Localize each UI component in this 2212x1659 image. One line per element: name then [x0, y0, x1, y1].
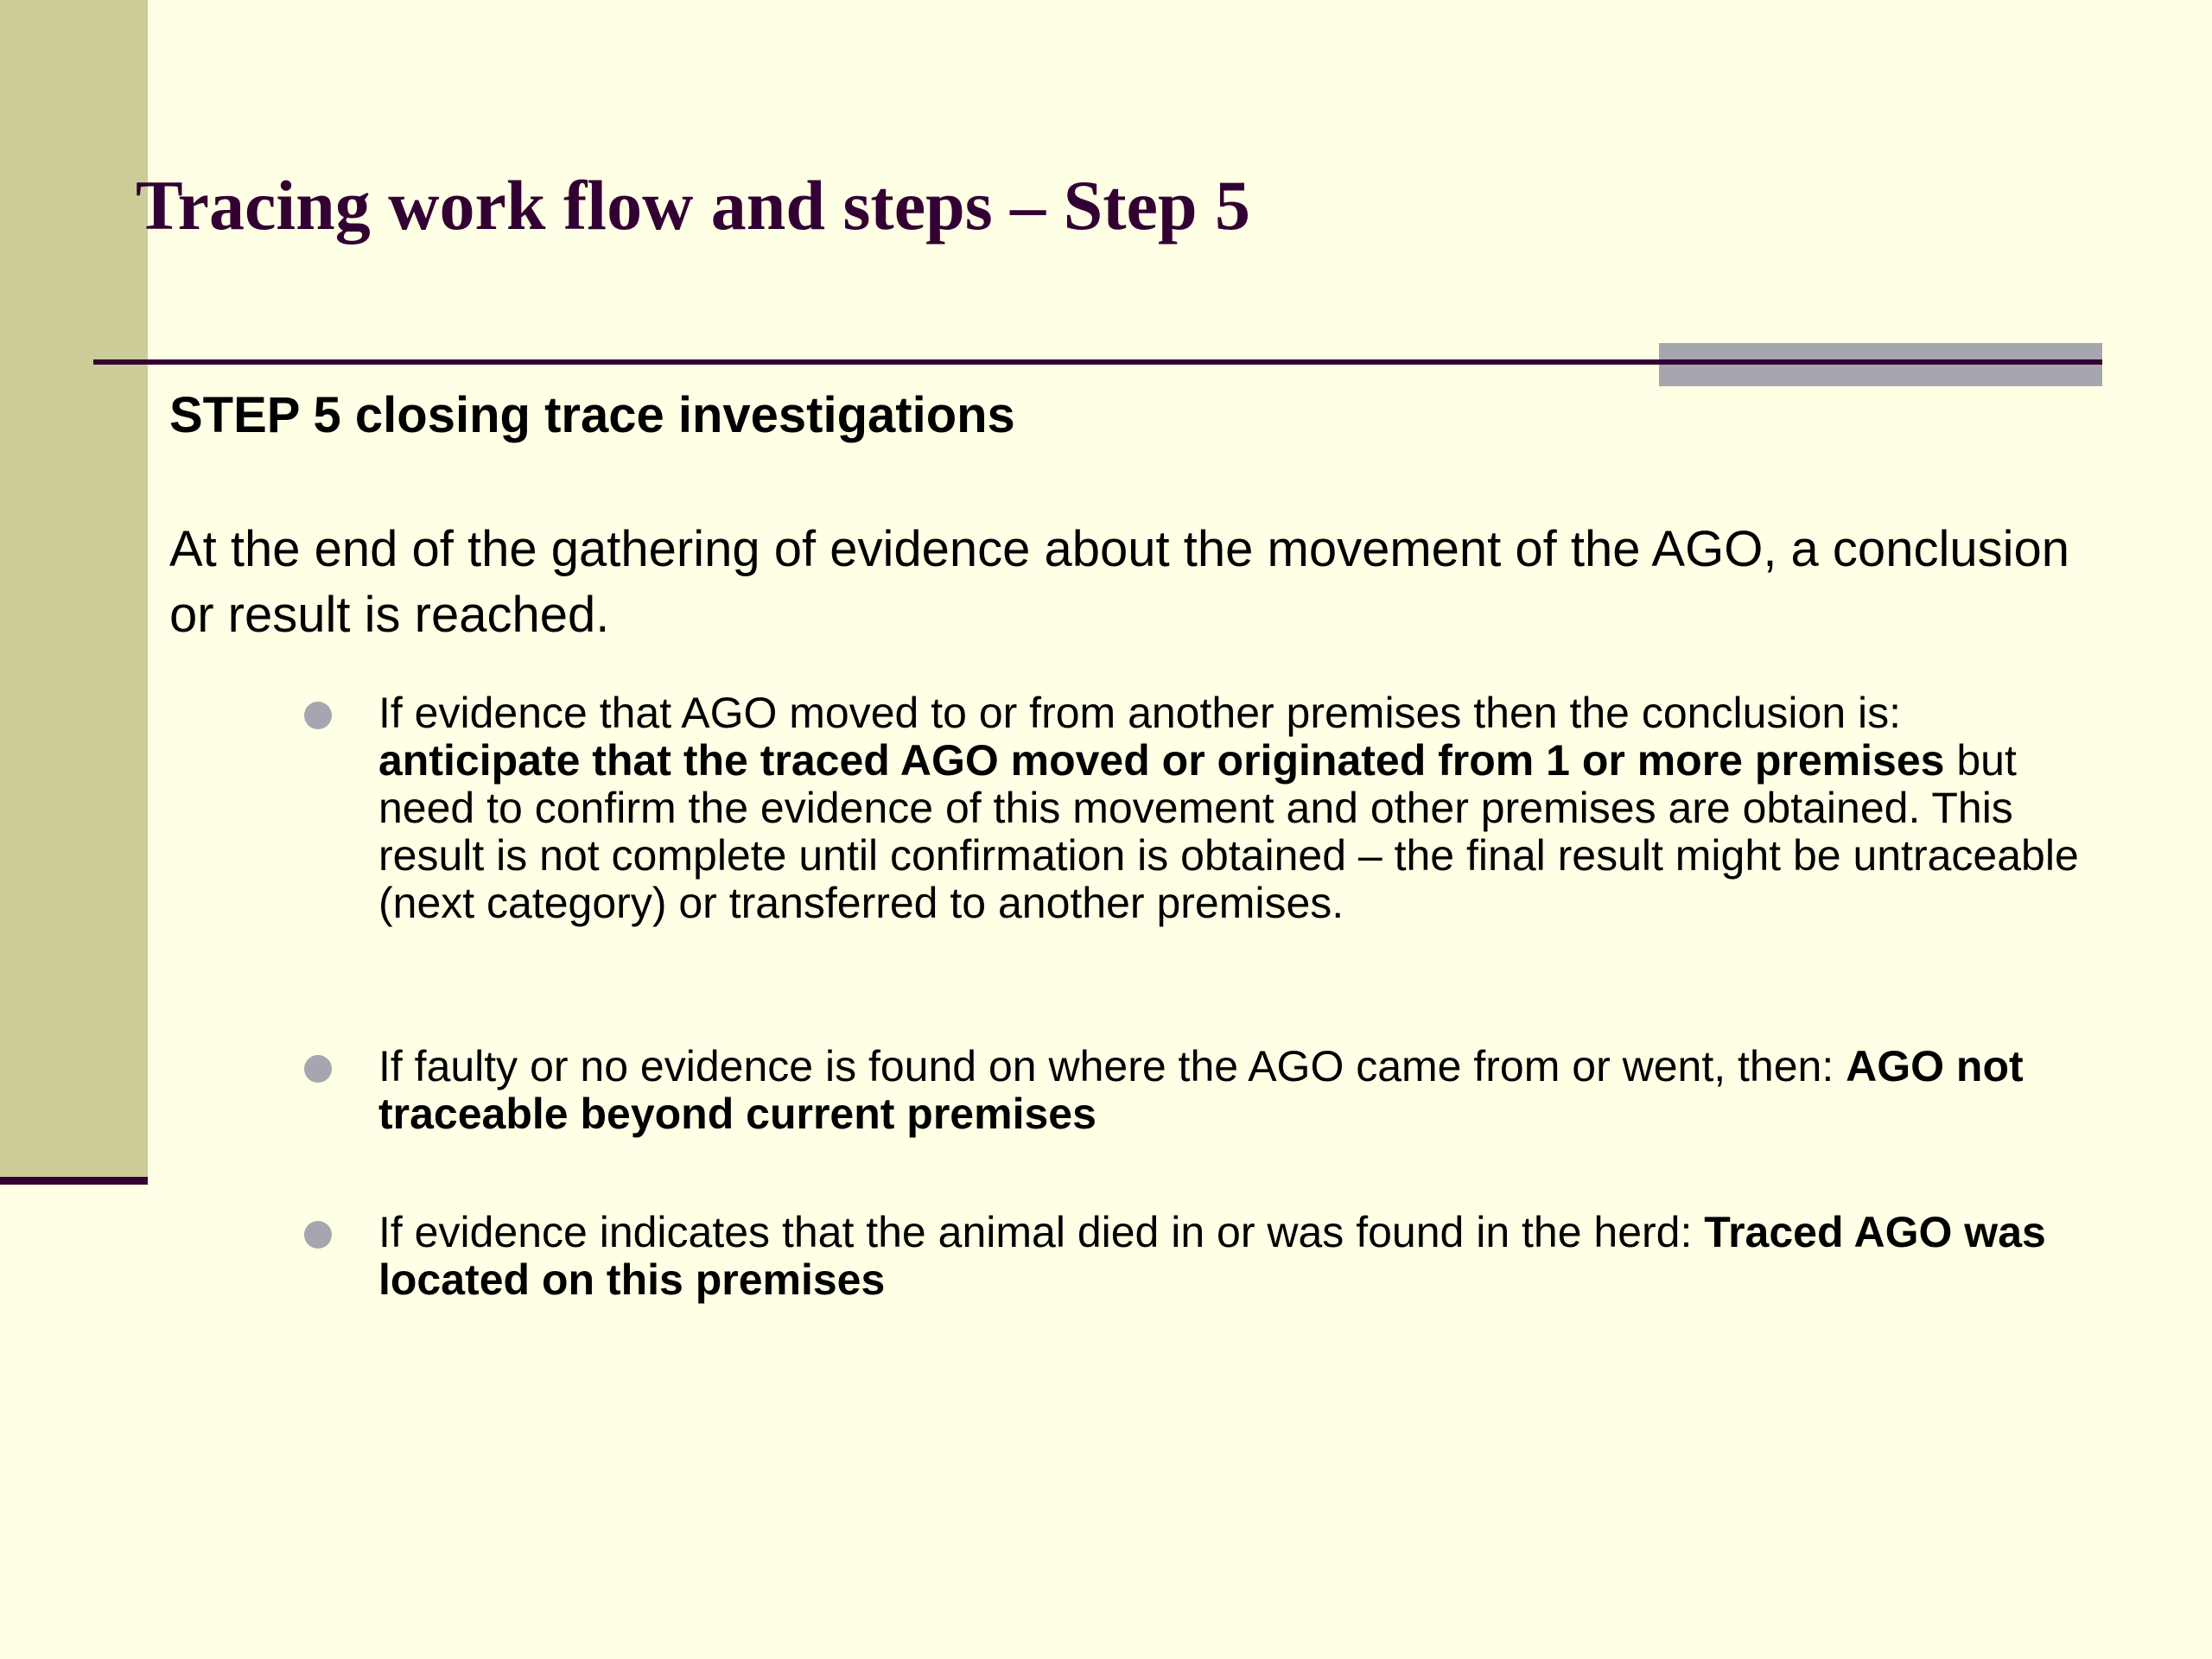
- left-accent-underline: [0, 1177, 148, 1185]
- bullet-text: If evidence indicates that the animal died in or was found in the herd:: [378, 1208, 1705, 1256]
- bullet-emphasis: Traced AGO was located on this premises: [378, 1208, 2046, 1304]
- step-heading: STEP 5 closing trace investigations: [169, 387, 1015, 443]
- left-accent-bar: [0, 0, 148, 1177]
- bullet-icon: [304, 702, 332, 729]
- list-item: [378, 1043, 2107, 1138]
- title-rule-accent: [1659, 343, 2102, 386]
- bullet-text: If evidence that AGO moved to or from another premises then the conclusion is:: [378, 689, 1902, 737]
- bullet-emphasis: AGO not traceable beyond current premises: [378, 1042, 2024, 1138]
- title-rule: [93, 359, 2102, 365]
- bullet-text: If faulty or no evidence is found on where the AGO came from or went, then:: [378, 1042, 1847, 1090]
- bullet-icon: [304, 1055, 332, 1083]
- bullet-icon: [304, 1221, 332, 1249]
- bullet-text-continued: but need to confirm the evidence of this movement and other premises are obtained. This result is not complete until confirmation is obtained – the final result might be untraceable (next category) or transferred to another premises.: [378, 736, 2079, 927]
- slide-title: Tracing work flow and steps – Step 5: [136, 166, 1251, 245]
- list-item: [378, 1209, 2107, 1304]
- bullet-emphasis: anticipate that the traced AGO moved or originated from 1 or more premises: [378, 736, 1945, 785]
- list-item: [378, 690, 2107, 927]
- intro-paragraph: At the end of the gathering of evidence about the movement of the AGO, a conclusion or result is reached.: [169, 521, 2069, 643]
